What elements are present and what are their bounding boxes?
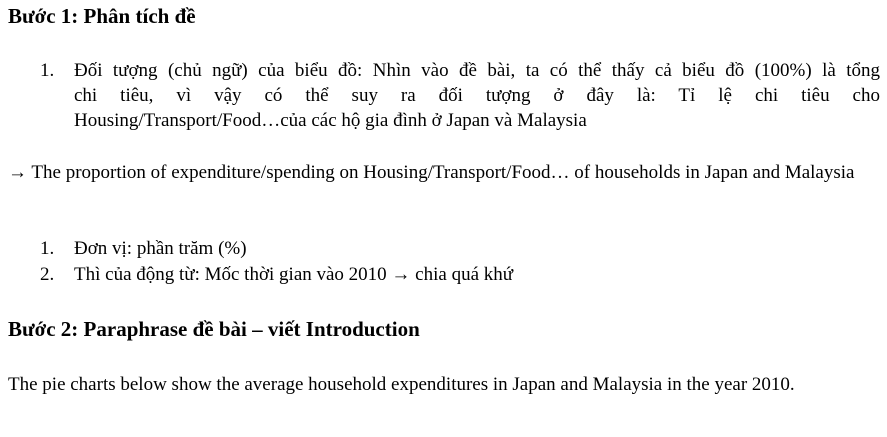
list-item-unit (40, 236, 880, 261)
step1-heading: Bước 1: Phân tích đề (8, 4, 196, 28)
step2-heading: Bước 2: Paraphrase đề bài – viết Introduction (8, 317, 420, 341)
list-item-text: Thì của động từ: Mốc thời gian vào 2010 → chia quá khứ (74, 264, 514, 285)
list-item-line-3: Housing/Transport/Food…của các hộ gia đình ở Japan và Malaysia (74, 110, 587, 131)
list-item-line-1: Đối tượng (chủ ngữ) của biểu đồ: Nhìn vào đề bài, ta có thể thấy cả biểu đồ (100%) là tổng (74, 60, 880, 81)
list-number: 1. (40, 238, 55, 259)
list-item-object (40, 58, 880, 133)
arrow-paragraph: → The proportion of expenditure/spending on Housing/Transport/Food… of households in Japan and Malaysia (8, 162, 855, 183)
list-item-text (74, 58, 880, 133)
introduction-paragraph: The pie charts below show the average household expenditures in Japan and Malaysia in the year 2010. (8, 374, 795, 395)
list-number: 2. (40, 264, 55, 285)
list-item-line-2: chi tiêu, vì vậy có thể suy ra đối tượng ở đây là: Tỉ lệ chi tiêu cho (74, 85, 880, 106)
list-item-tense (40, 262, 880, 287)
list-number: 1. (40, 60, 55, 81)
list-item-text: Đơn vị: phần trăm (%) (74, 238, 247, 259)
